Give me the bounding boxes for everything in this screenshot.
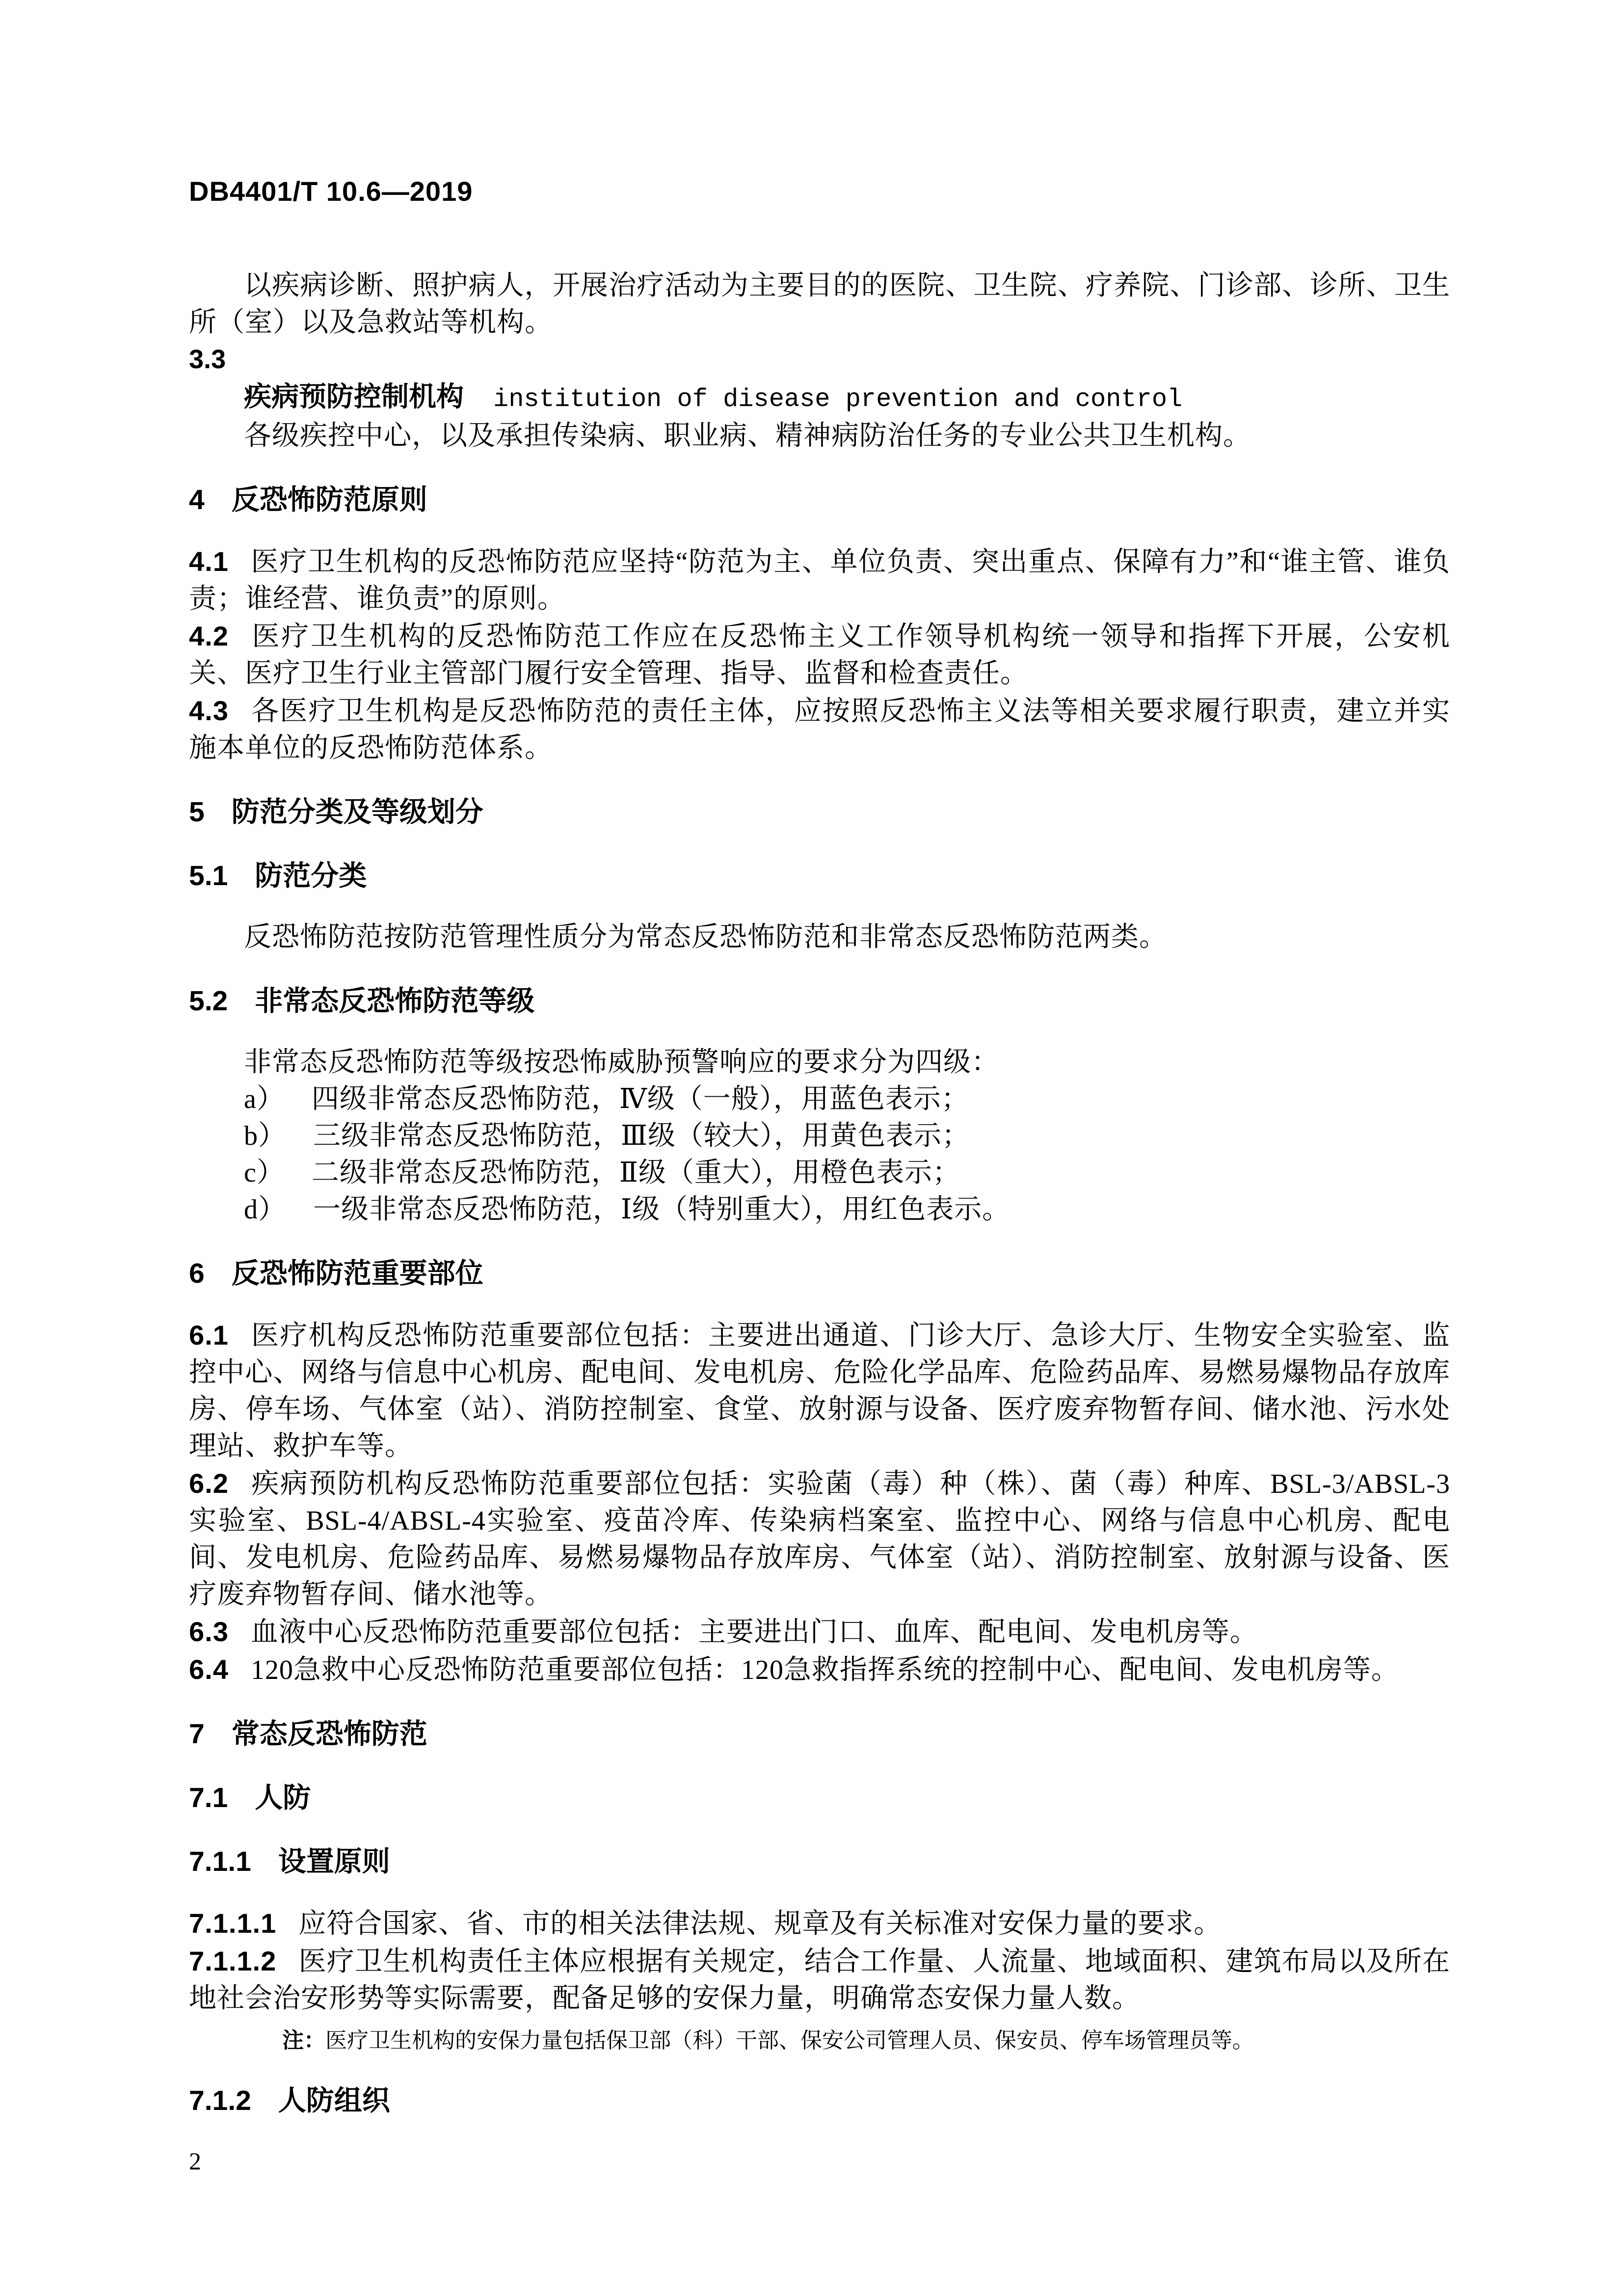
heading-section-6 [189,1255,1450,1292]
heading-section-7-1-1-number: 7.1.1 [189,1846,251,1877]
list-item-d-label: d） [244,1194,286,1225]
clause-7-1-1-2-text: 医疗卫生机构责任主体应根据有关规定，结合工作量、人流量、地域面积、建筑布局以及所在地社会治安形势等实际需要，配备足够的安保力量，明确常态安保力量人数。 [189,1946,1450,2014]
clause-4-3 [189,692,1450,767]
heading-section-7-1-number: 7.1 [189,1782,228,1813]
heading-section-7-1-2-title: 人防组织 [278,2085,390,2116]
heading-section-7-1 [189,1780,1450,1816]
term-3-3-number: 3.3 [189,345,226,374]
heading-section-7-1-2 [189,2082,1450,2119]
clause-4-3-number: 4.3 [189,695,229,726]
clause-7-1-1-2-number: 7.1.1.2 [189,1945,277,1976]
paragraph-5-1: 反恐怖防范按防范管理性质分为常态反恐怖防范和非常态反恐怖防范两类。 [244,922,1167,952]
heading-section-6-number: 6 [189,1258,205,1289]
heading-section-4-number: 4 [189,484,205,515]
term-3-3-line [189,378,1450,418]
list-item-a-text: 四级非常态反恐怖防范，Ⅳ级（一般），用蓝色表示； [311,1084,969,1114]
clause-4-1 [189,543,1450,618]
clause-6-3-number: 6.3 [189,1616,229,1647]
clause-4-2 [189,618,1450,692]
term-3-3-definition: 各级疾控中心，以及承担传染病、职业病、精神病防治任务的专业公共卫生机构。 [244,421,1251,451]
list-item-c-text: 二级非常态反恐怖防范，Ⅱ级（重大），用橙色表示； [311,1158,960,1188]
list-item-b-text: 三级非常态反恐怖防范，Ⅲ级（较大），用黄色表示； [313,1121,970,1151]
list-item-b [189,1118,1450,1155]
heading-section-4-title: 反恐怖防范原则 [231,484,427,515]
heading-section-7-1-1-title: 设置原则 [278,1846,390,1877]
clause-4-2-text: 医疗卫生机构的反恐怖防范工作应在反恐怖主义工作领导机构统一领导和指挥下开展，公安机关、医疗卫生行业主管部门履行安全管理、指导、监督和检查责任。 [189,621,1450,689]
list-item-a [189,1081,1450,1118]
heading-section-5-number: 5 [189,796,205,828]
clause-6-4-number: 6.4 [189,1654,229,1685]
heading-section-5-1-title: 防范分类 [255,860,367,891]
list-item-c-label: c） [244,1158,285,1188]
clause-6-4-text: 120急救中心反恐怖防范重要部位包括：120急救指挥系统的控制中心、配电间、发电机房等。 [250,1655,1399,1685]
clause-6-2 [189,1465,1450,1613]
note-label: 注： [282,2028,325,2053]
clause-4-1-text: 医疗卫生机构的反恐怖防范应坚持“防范为主、单位负责、突出重点、保障有力”和“谁主管、谁负责；谁经营、谁负责”的原则。 [189,547,1450,614]
note-security-forces [189,2026,1450,2055]
clause-4-1-number: 4.1 [189,546,229,577]
doc-code-header: DB4401/T 10.6—2019 [189,176,473,207]
list-item-d [189,1191,1450,1228]
heading-section-7-1-title: 人防 [255,1782,311,1813]
heading-section-7-1-2-number: 7.1.2 [189,2085,251,2116]
list-item-a-label: a） [244,1084,285,1114]
clause-7-1-1-2 [189,1943,1450,2017]
clause-6-3 [189,1613,1450,1651]
heading-section-5-2-title: 非常态反恐怖防范等级 [255,985,535,1017]
heading-section-4 [189,482,1450,518]
list-item-c [189,1155,1450,1191]
heading-section-5-1-number: 5.1 [189,860,228,891]
heading-section-7-number: 7 [189,1718,205,1750]
page-number: 2 [189,2147,201,2175]
clause-6-2-text: 疾病预防机构反恐怖防范重要部位包括：实验菌（毒）种（株）、菌（毒）种库、BSL-3/ABSL-3实验室、BSL-4/ABSL-4实验室、疫苗冷库、传染病档案室、监控中心、网络与信息中心机房、配电间、发电机房、危险药品库、易燃易爆物品存放库房、气体室（站）、消防控制室、放射源与设备、医疗废弃物暂存间、储水池等。 [189,1469,1450,1610]
clause-6-1-text: 医疗机构反恐怖防范重要部位包括：主要进出通道、门诊大厅、急诊大厅、生物安全实验室、监控中心、网络与信息中心机房、配电间、发电机房、危险化学品库、危险药品库、易燃易爆物品存放库房、停车场、气体室（站）、消防控制室、食堂、放射源与设备、医疗废弃物暂存间、储水池、污水处理站、救护车等。 [189,1321,1450,1461]
clause-6-1-number: 6.1 [189,1320,229,1351]
paragraph-medical-institution-definition: 以疾病诊断、照护病人，开展治疗活动为主要目的的医院、卫生院、疗养院、门诊部、诊所、卫生所（室）以及急救站等机构。 [189,270,1450,338]
heading-section-5-2-number: 5.2 [189,985,228,1017]
heading-section-5-title: 防范分类及等级划分 [231,796,483,828]
clause-6-2-number: 6.2 [189,1468,229,1499]
clause-7-1-1-1-number: 7.1.1.1 [189,1908,277,1939]
list-item-d-text: 一级非常态反恐怖防范，Ⅰ级（特别重大），用红色表示。 [313,1194,1010,1225]
heading-section-5-1 [189,858,1450,894]
heading-section-5 [189,794,1450,831]
clause-6-3-text: 血液中心反恐怖防范重要部位包括：主要进出门口、血库、配电间、发电机房等。 [250,1617,1258,1648]
clause-7-1-1-1 [189,1905,1450,1943]
heading-section-5-2 [189,983,1450,1020]
heading-section-7 [189,1716,1450,1753]
heading-section-7-title: 常态反恐怖防范 [231,1718,427,1750]
heading-section-6-title: 反恐怖防范重要部位 [231,1258,483,1289]
clause-4-2-number: 4.2 [189,621,229,651]
heading-section-7-1-1 [189,1843,1450,1880]
paragraph-5-2-intro: 非常态反恐怖防范等级按恐怖威胁预警响应的要求分为四级： [244,1047,999,1078]
term-3-3-chinese: 疾病预防控制机构 [244,381,464,412]
clause-4-3-text: 各医疗卫生机构是反恐怖防范的责任主体，应按照反恐怖主义法等相关要求履行职责，建立并实施本单位的反恐怖防范体系。 [189,696,1450,763]
note-text: 医疗卫生机构的安保力量包括保卫部（科）干部、保安公司管理人员、保安员、停车场管理员等。 [325,2028,1254,2053]
list-item-b-label: b） [244,1121,286,1151]
clause-6-4 [189,1651,1450,1689]
term-3-3-english: institution of disease prevention and control [493,385,1183,414]
clause-6-1 [189,1317,1450,1465]
clause-7-1-1-1-text: 应符合国家、省、市的相关法律法规、规章及有关标准对安保力量的要求。 [298,1909,1222,1939]
